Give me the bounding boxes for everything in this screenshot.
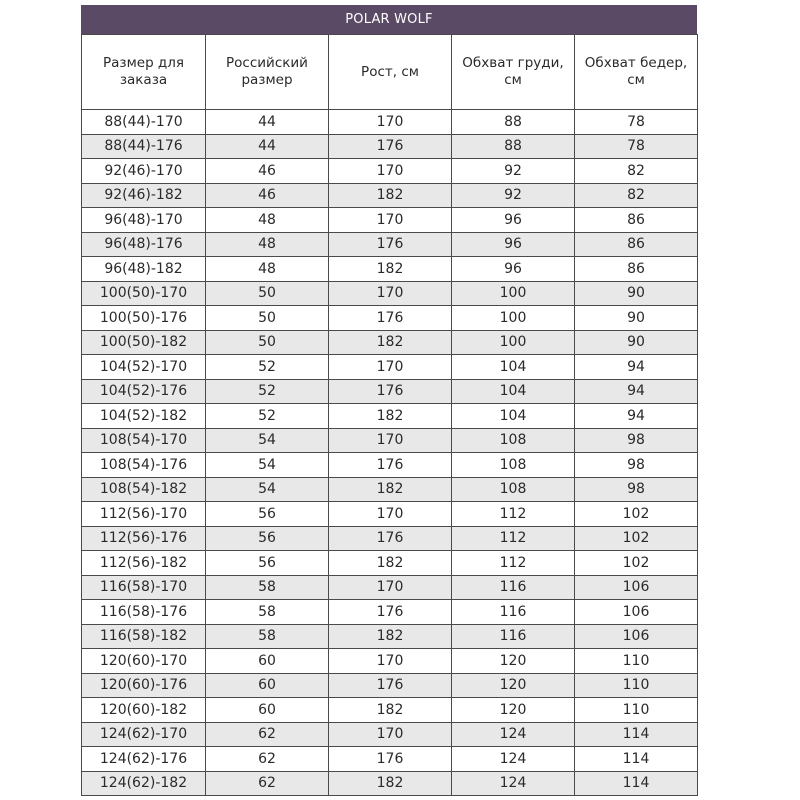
cell-chest: 100: [452, 330, 575, 355]
cell-chest: 108: [452, 453, 575, 478]
cell-height: 176: [329, 379, 452, 404]
cell-hips: 106: [575, 600, 698, 625]
cell-height: 170: [329, 355, 452, 380]
cell-order-size: 112(56)-176: [82, 526, 206, 551]
header-height: Рост, см: [329, 35, 452, 110]
cell-russian-size: 62: [206, 771, 329, 796]
cell-height: 176: [329, 600, 452, 625]
cell-russian-size: 56: [206, 502, 329, 527]
cell-hips: 78: [575, 134, 698, 159]
cell-russian-size: 56: [206, 551, 329, 576]
cell-chest: 100: [452, 306, 575, 331]
cell-hips: 90: [575, 330, 698, 355]
cell-hips: 110: [575, 673, 698, 698]
cell-hips: 86: [575, 208, 698, 233]
header-chest: Обхват груди, см: [452, 35, 575, 110]
cell-hips: 98: [575, 477, 698, 502]
cell-hips: 82: [575, 159, 698, 184]
cell-order-size: 116(58)-170: [82, 575, 206, 600]
cell-chest: 92: [452, 159, 575, 184]
cell-hips: 94: [575, 404, 698, 429]
table-row: [82, 183, 698, 208]
cell-order-size: 108(54)-176: [82, 453, 206, 478]
cell-chest: 108: [452, 477, 575, 502]
cell-russian-size: 62: [206, 747, 329, 772]
cell-hips: 98: [575, 453, 698, 478]
table-row: [82, 477, 698, 502]
cell-order-size: 120(60)-170: [82, 649, 206, 674]
cell-hips: 94: [575, 355, 698, 380]
table-row: [82, 649, 698, 674]
cell-order-size: 96(48)-176: [82, 232, 206, 257]
table-row: [82, 232, 698, 257]
cell-order-size: 124(62)-176: [82, 747, 206, 772]
table-row: [82, 379, 698, 404]
cell-order-size: 88(44)-176: [82, 134, 206, 159]
cell-chest: 120: [452, 698, 575, 723]
cell-hips: 114: [575, 771, 698, 796]
cell-height: 170: [329, 649, 452, 674]
cell-chest: 104: [452, 404, 575, 429]
cell-order-size: 120(60)-182: [82, 698, 206, 723]
table-row: [82, 600, 698, 625]
cell-russian-size: 44: [206, 110, 329, 135]
cell-order-size: 92(46)-182: [82, 183, 206, 208]
cell-order-size: 96(48)-170: [82, 208, 206, 233]
cell-order-size: 100(50)-182: [82, 330, 206, 355]
cell-chest: 112: [452, 502, 575, 527]
cell-chest: 120: [452, 649, 575, 674]
cell-height: 176: [329, 526, 452, 551]
cell-height: 182: [329, 771, 452, 796]
table-row: [82, 575, 698, 600]
cell-height: 170: [329, 159, 452, 184]
cell-russian-size: 48: [206, 232, 329, 257]
cell-height: 182: [329, 551, 452, 576]
cell-order-size: 104(52)-170: [82, 355, 206, 380]
cell-order-size: 124(62)-170: [82, 722, 206, 747]
cell-height: 176: [329, 747, 452, 772]
table-body: [82, 110, 698, 796]
cell-chest: 120: [452, 673, 575, 698]
cell-chest: 104: [452, 355, 575, 380]
cell-chest: 96: [452, 257, 575, 282]
cell-hips: 98: [575, 428, 698, 453]
cell-height: 170: [329, 281, 452, 306]
cell-order-size: 108(54)-170: [82, 428, 206, 453]
cell-height: 170: [329, 208, 452, 233]
cell-height: 176: [329, 673, 452, 698]
cell-height: 182: [329, 624, 452, 649]
cell-chest: 92: [452, 183, 575, 208]
cell-russian-size: 60: [206, 673, 329, 698]
cell-chest: 88: [452, 134, 575, 159]
table-row: [82, 551, 698, 576]
cell-order-size: 104(52)-176: [82, 379, 206, 404]
table-row: [82, 673, 698, 698]
cell-height: 182: [329, 183, 452, 208]
table-row: [82, 159, 698, 184]
cell-order-size: 108(54)-182: [82, 477, 206, 502]
cell-russian-size: 52: [206, 404, 329, 429]
size-chart: [81, 5, 697, 796]
table-row: [82, 306, 698, 331]
header-row: [82, 35, 698, 110]
table-row: [82, 281, 698, 306]
header-order-size: Размер для заказа: [82, 35, 206, 110]
cell-height: 176: [329, 134, 452, 159]
cell-russian-size: 50: [206, 330, 329, 355]
cell-height: 170: [329, 502, 452, 527]
cell-hips: 106: [575, 575, 698, 600]
cell-chest: 112: [452, 526, 575, 551]
cell-height: 182: [329, 698, 452, 723]
cell-russian-size: 50: [206, 281, 329, 306]
cell-russian-size: 58: [206, 600, 329, 625]
cell-chest: 124: [452, 747, 575, 772]
cell-russian-size: 54: [206, 453, 329, 478]
cell-russian-size: 60: [206, 649, 329, 674]
table-row: [82, 208, 698, 233]
table-row: [82, 747, 698, 772]
cell-height: 182: [329, 257, 452, 282]
cell-russian-size: 62: [206, 722, 329, 747]
table-row: [82, 502, 698, 527]
cell-chest: 104: [452, 379, 575, 404]
cell-chest: 96: [452, 208, 575, 233]
cell-order-size: 96(48)-182: [82, 257, 206, 282]
cell-order-size: 104(52)-182: [82, 404, 206, 429]
table-row: [82, 257, 698, 282]
cell-russian-size: 48: [206, 208, 329, 233]
cell-russian-size: 56: [206, 526, 329, 551]
cell-chest: 116: [452, 600, 575, 625]
cell-chest: 124: [452, 722, 575, 747]
header-russian-size: Российский размер: [206, 35, 329, 110]
size-table: [81, 34, 698, 796]
cell-hips: 110: [575, 649, 698, 674]
cell-russian-size: 54: [206, 428, 329, 453]
cell-chest: 88: [452, 110, 575, 135]
header-hips: Обхват бедер, см: [575, 35, 698, 110]
cell-height: 170: [329, 110, 452, 135]
cell-order-size: 112(56)-182: [82, 551, 206, 576]
table-row: [82, 722, 698, 747]
table-row: [82, 428, 698, 453]
cell-russian-size: 48: [206, 257, 329, 282]
table-row: [82, 110, 698, 135]
cell-hips: 86: [575, 257, 698, 282]
cell-order-size: 116(58)-176: [82, 600, 206, 625]
cell-chest: 100: [452, 281, 575, 306]
cell-hips: 102: [575, 551, 698, 576]
table-row: [82, 698, 698, 723]
cell-russian-size: 46: [206, 183, 329, 208]
cell-height: 182: [329, 404, 452, 429]
cell-russian-size: 52: [206, 379, 329, 404]
table-row: [82, 134, 698, 159]
cell-hips: 114: [575, 747, 698, 772]
cell-order-size: 92(46)-170: [82, 159, 206, 184]
cell-height: 182: [329, 330, 452, 355]
cell-russian-size: 58: [206, 624, 329, 649]
cell-russian-size: 50: [206, 306, 329, 331]
table-row: [82, 330, 698, 355]
cell-russian-size: 46: [206, 159, 329, 184]
cell-hips: 90: [575, 306, 698, 331]
cell-height: 170: [329, 428, 452, 453]
cell-chest: 124: [452, 771, 575, 796]
cell-height: 176: [329, 306, 452, 331]
table-row: [82, 624, 698, 649]
cell-order-size: 124(62)-182: [82, 771, 206, 796]
cell-hips: 94: [575, 379, 698, 404]
cell-hips: 102: [575, 502, 698, 527]
cell-chest: 116: [452, 575, 575, 600]
cell-russian-size: 44: [206, 134, 329, 159]
cell-hips: 102: [575, 526, 698, 551]
cell-order-size: 100(50)-176: [82, 306, 206, 331]
cell-order-size: 88(44)-170: [82, 110, 206, 135]
brand-title: POLAR WOLF: [81, 5, 697, 34]
table-row: [82, 771, 698, 796]
cell-chest: 116: [452, 624, 575, 649]
cell-chest: 96: [452, 232, 575, 257]
cell-hips: 82: [575, 183, 698, 208]
cell-russian-size: 54: [206, 477, 329, 502]
cell-hips: 90: [575, 281, 698, 306]
cell-height: 182: [329, 477, 452, 502]
cell-order-size: 112(56)-170: [82, 502, 206, 527]
cell-chest: 112: [452, 551, 575, 576]
cell-order-size: 120(60)-176: [82, 673, 206, 698]
table-row: [82, 526, 698, 551]
cell-height: 170: [329, 575, 452, 600]
cell-russian-size: 60: [206, 698, 329, 723]
cell-hips: 106: [575, 624, 698, 649]
cell-order-size: 100(50)-170: [82, 281, 206, 306]
cell-height: 176: [329, 232, 452, 257]
cell-height: 170: [329, 722, 452, 747]
cell-order-size: 116(58)-182: [82, 624, 206, 649]
table-row: [82, 355, 698, 380]
cell-chest: 108: [452, 428, 575, 453]
cell-hips: 86: [575, 232, 698, 257]
cell-russian-size: 58: [206, 575, 329, 600]
cell-russian-size: 52: [206, 355, 329, 380]
cell-height: 176: [329, 453, 452, 478]
cell-hips: 114: [575, 722, 698, 747]
cell-hips: 110: [575, 698, 698, 723]
table-row: [82, 453, 698, 478]
table-row: [82, 404, 698, 429]
cell-hips: 78: [575, 110, 698, 135]
